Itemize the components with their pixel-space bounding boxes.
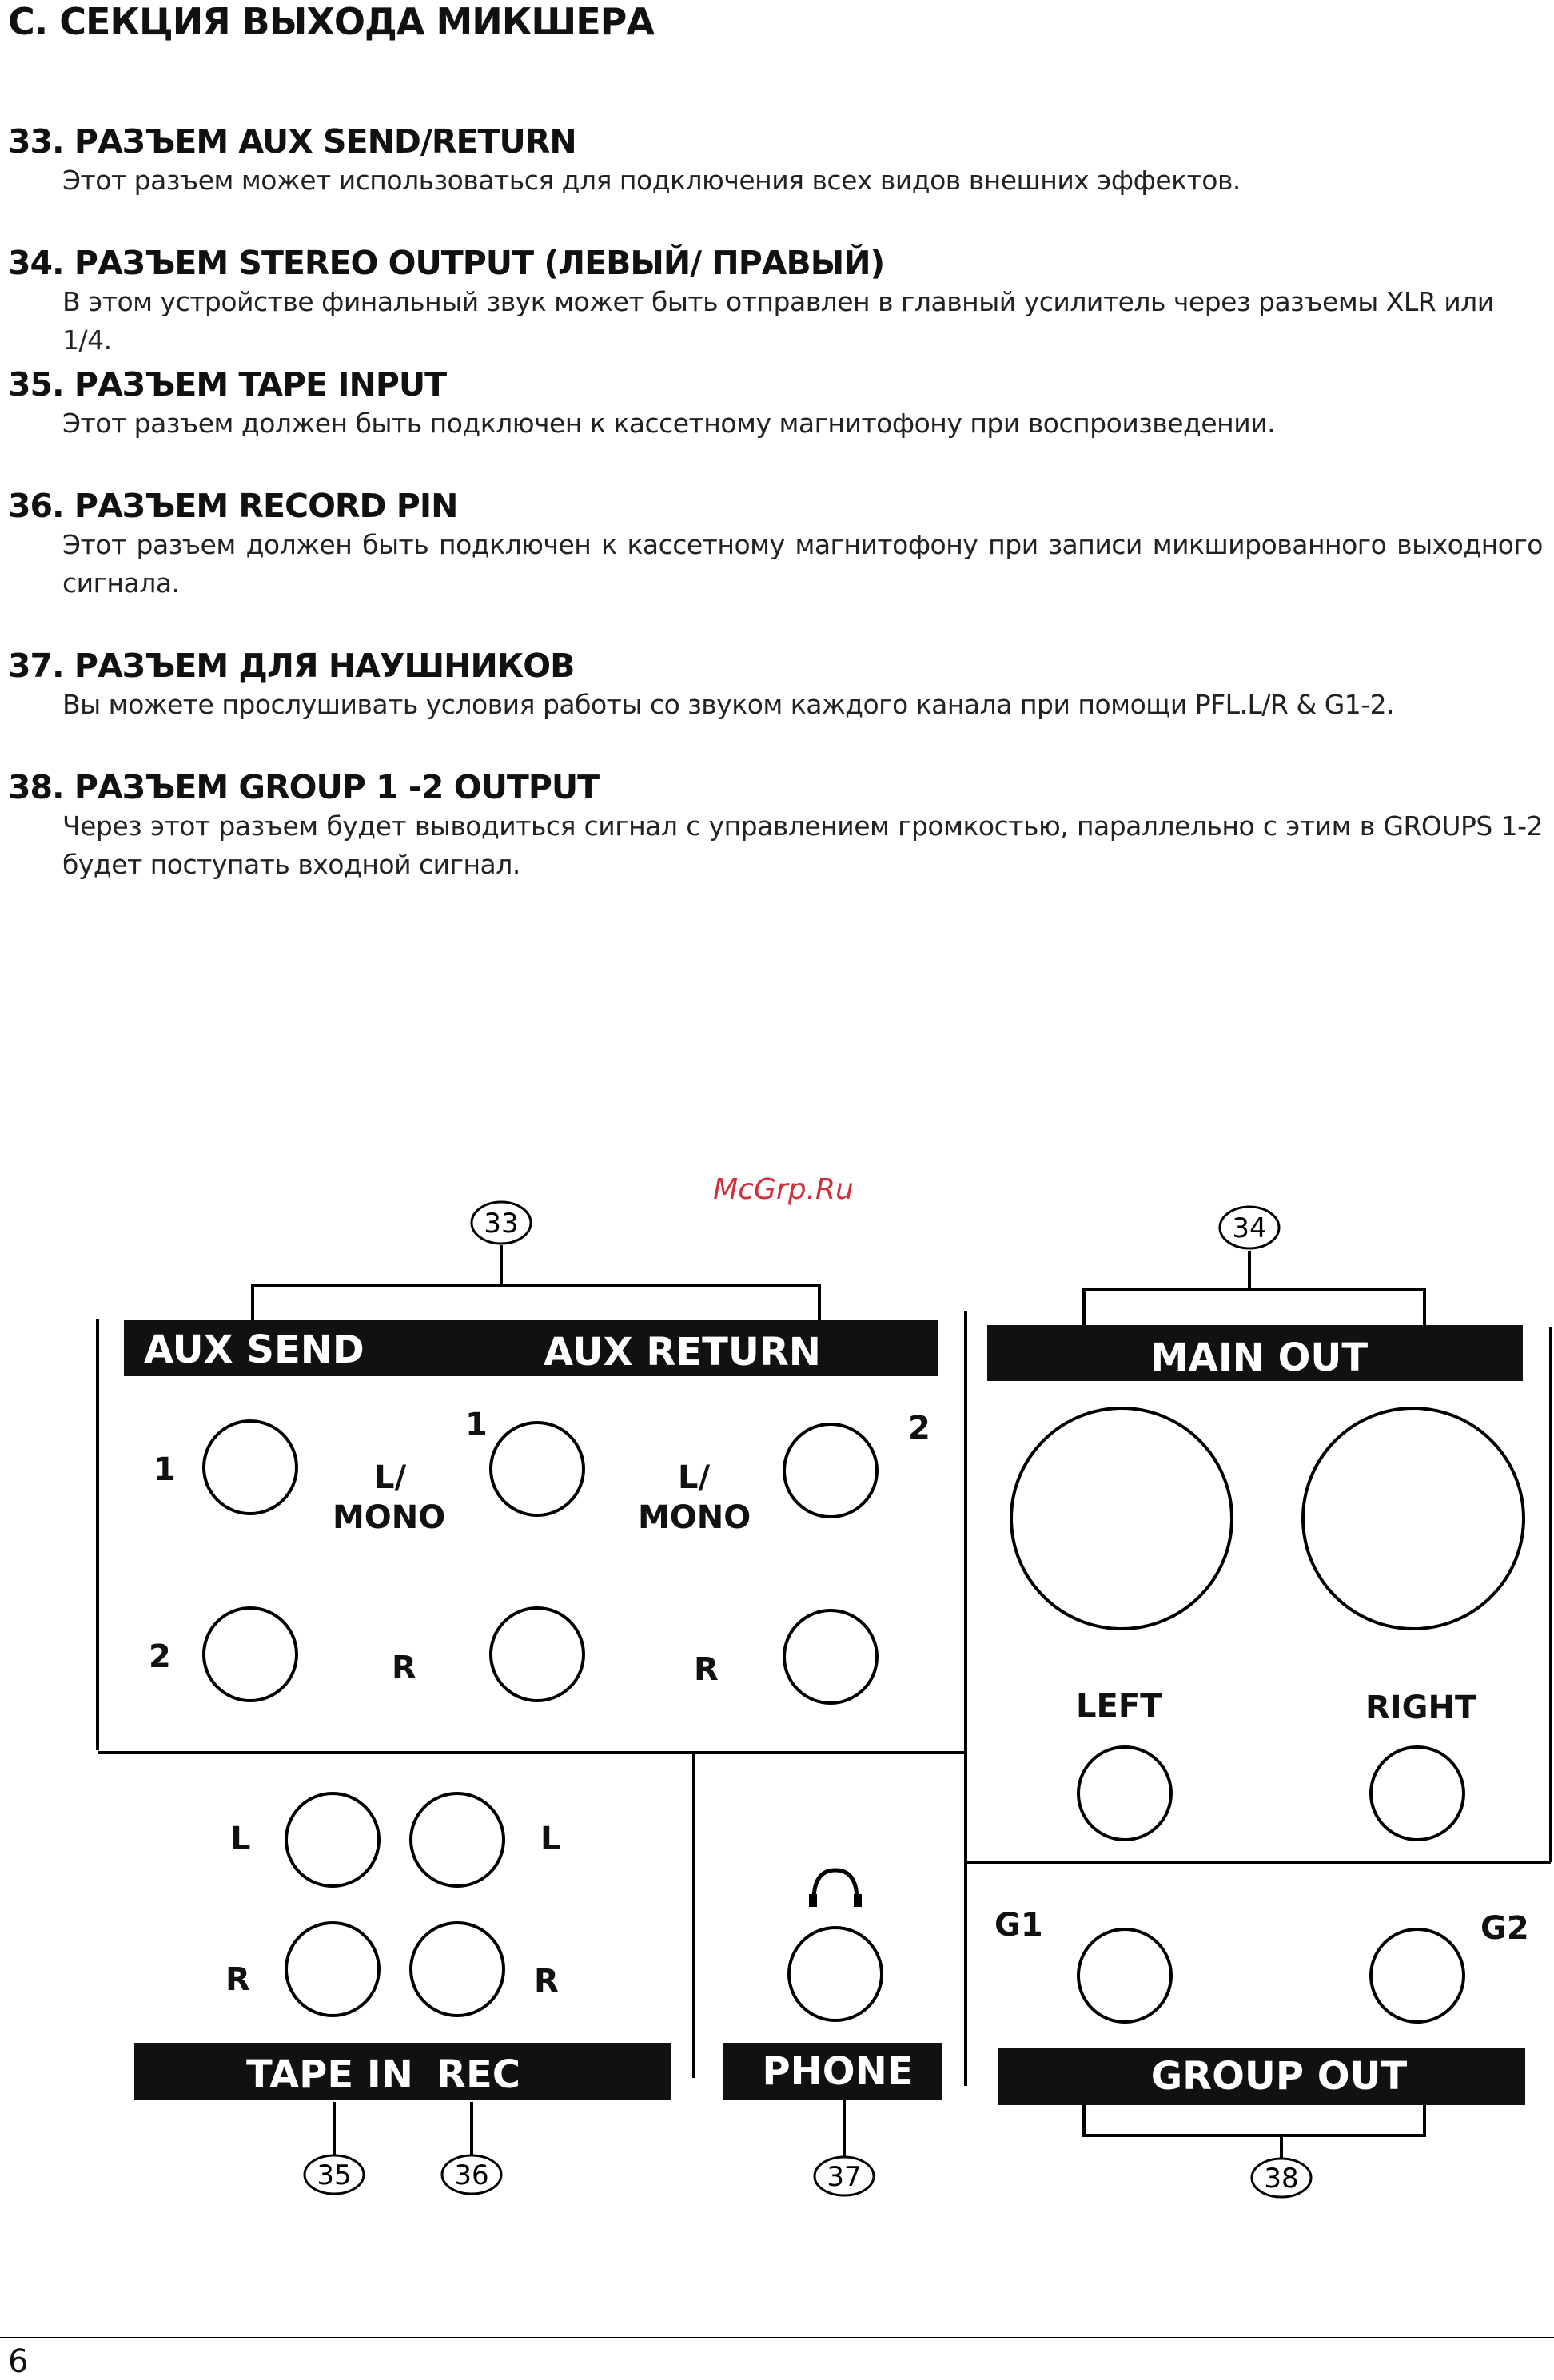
- aux-return-2-l-jack: [784, 1424, 877, 1517]
- section-heading: 37. РАЗЪЕМ ДЛЯ НАУШНИКОВ: [8, 647, 575, 685]
- section-text: Этот разъем должен быть подключен к кассетному магнитофону при записи микшированного выходного сигнала.: [62, 529, 1543, 599]
- main-out-left-xlr: [1011, 1408, 1232, 1629]
- phone-jack: [789, 1928, 882, 2020]
- callout-33: 33: [484, 1208, 519, 1240]
- section-text: Через этот разъем будет выводиться сигнал с управлением громкостью, параллельно с этим в GROUPS 1-2 будет поступать входной сигнал.: [62, 810, 1543, 880]
- callout-35: 35: [317, 2159, 352, 2191]
- section-36: [8, 486, 1543, 603]
- tape-in-label: TAPE IN: [246, 2052, 413, 2097]
- l-mono-a-mono: MONO: [333, 1499, 446, 1536]
- aux-send-2-jack: [204, 1608, 297, 1701]
- section-text: Этот разъем может использоваться для подключения всех видов внешних эффектов.: [62, 165, 1241, 196]
- rec-l-jack: [411, 1793, 504, 1886]
- connector-panel-diagram: [0, 1151, 1554, 2222]
- group-1-jack: [1078, 1929, 1171, 2022]
- footer-rule: [0, 2337, 1554, 2338]
- section-heading: 38. РАЗЪЕМ GROUP 1 -2 OUTPUT: [8, 768, 600, 806]
- main-out-left-jack: [1078, 1747, 1171, 1840]
- page-title: С. СЕКЦИЯ ВЫХОДА МИКШЕРА: [8, 0, 654, 43]
- aux-send-1-jack: [204, 1421, 297, 1514]
- rec-r-jack: [411, 1923, 504, 2016]
- rec-r-label: R: [534, 1963, 559, 2000]
- section-text: Этот разъем должен быть подключен к кассетному магнитофону при воспроизведении.: [62, 408, 1276, 439]
- left-label: LEFT: [1076, 1688, 1162, 1725]
- tape-in-l-jack: [286, 1793, 379, 1886]
- right-label: RIGHT: [1365, 1689, 1477, 1726]
- callout-34: 34: [1232, 1212, 1267, 1244]
- section-heading: 33. РАЗЪЕМ AUX SEND/RETURN: [8, 122, 576, 161]
- r-b-label: R: [694, 1651, 719, 1688]
- aux-return-1-r-jack: [491, 1608, 584, 1701]
- section-heading: 35. РАЗЪЕМ TAPE INPUT: [8, 365, 447, 404]
- main-out-right-jack: [1371, 1747, 1464, 1840]
- bracket-33: [253, 1285, 819, 1320]
- callout-38: 38: [1264, 2163, 1299, 2195]
- aux-return-1-number: 1: [465, 1407, 488, 1443]
- main-out-right-xlr: [1303, 1408, 1524, 1629]
- l-mono-b-mono: MONO: [638, 1499, 751, 1536]
- section-heading: 36. РАЗЪЕМ RECORD PIN: [8, 487, 458, 525]
- g2-label: G2: [1480, 1910, 1529, 1947]
- section-34: [8, 243, 1543, 360]
- section-38: [8, 767, 1543, 884]
- section-35: [8, 364, 1543, 443]
- l-mono-a-l: L/: [374, 1459, 407, 1496]
- aux-return-1-l-jack: [491, 1423, 584, 1515]
- section-text: Вы можете прослушивать условия работы со звуком каждого канала при помощи PFL.L/R & G1-2.: [62, 689, 1395, 720]
- bracket-38: [1084, 2102, 1424, 2135]
- aux-return-2-number: 2: [908, 1410, 930, 1447]
- aux-send-label: AUX SEND: [144, 1327, 365, 1372]
- l-mono-b-l: L/: [678, 1459, 711, 1496]
- callout-36: 36: [454, 2159, 489, 2191]
- headphone-icon: [809, 1870, 862, 1907]
- section-33: [8, 121, 1543, 200]
- g1-label: G1: [994, 1907, 1043, 1944]
- section-heading: 34. РАЗЪЕМ STEREO OUTPUT (ЛЕВЫЙ/ ПРАВЫЙ): [8, 244, 885, 282]
- aux-return-2-r-jack: [784, 1610, 877, 1703]
- tape-in-r-label: R: [225, 1961, 250, 1998]
- aux-send-1-number: 1: [153, 1451, 176, 1488]
- aux-return-label: AUX RETURN: [544, 1330, 821, 1375]
- aux-send-2-number: 2: [149, 1638, 171, 1675]
- section-text: В этом устройстве финальный звук может быть отправлен в главный усилитель через разъемы XLR или 1/4.: [62, 286, 1494, 356]
- r-a-label: R: [392, 1650, 416, 1686]
- page-number: 6: [8, 2343, 29, 2380]
- callout-37: 37: [827, 2161, 862, 2193]
- main-out-label: MAIN OUT: [1150, 1335, 1369, 1380]
- group-2-jack: [1371, 1929, 1464, 2022]
- rec-l-label: L: [540, 1821, 561, 1857]
- tape-in-l-label: L: [230, 1821, 251, 1857]
- section-37: [8, 646, 1543, 724]
- bracket-34: [1084, 1289, 1424, 1325]
- phone-label: PHONE: [762, 2049, 914, 2094]
- rec-label: REC: [436, 2052, 520, 2097]
- watermark: McGrp.Ru: [713, 1173, 854, 1206]
- group-out-label: GROUP OUT: [1150, 2054, 1408, 2099]
- tape-in-r-jack: [286, 1923, 379, 2016]
